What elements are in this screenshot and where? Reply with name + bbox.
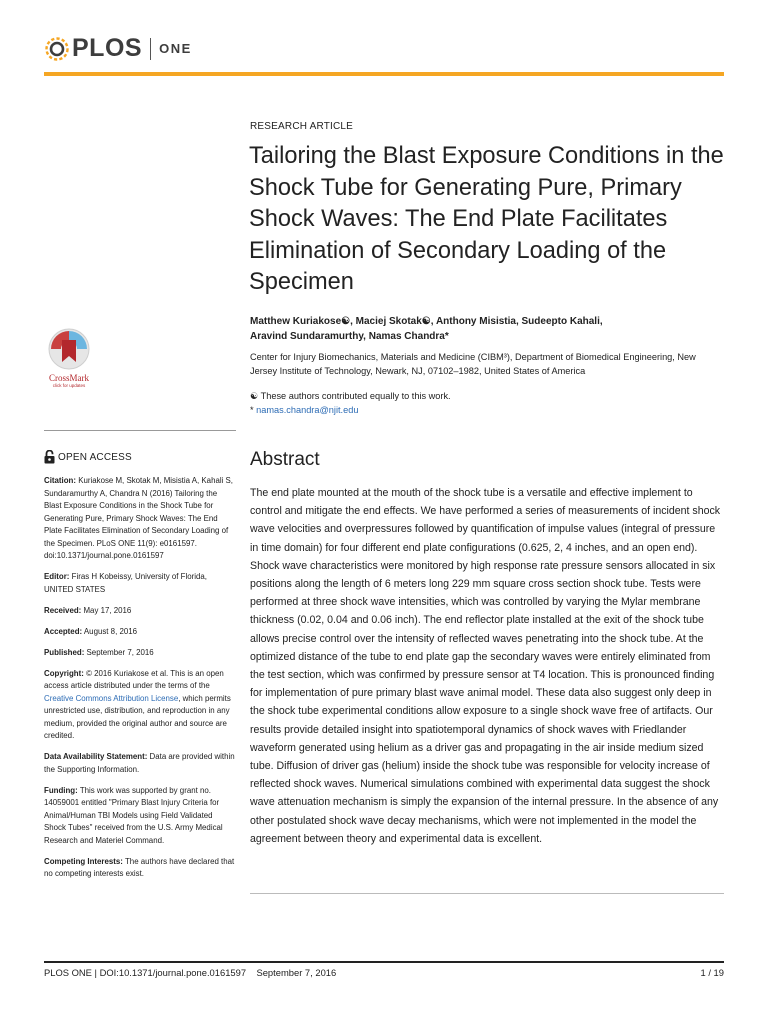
citation-block: Citation: Kuriakose M, Skotak M, Misistia A, Kahali S, Sundaramurthy A, Chandra N (2016) Tailoring the Blast Exposure Conditions in the Shock Tube for Generating Pure, Primary Shock Waves: The End Plate Facilitates Elimination of Secondary Loading of the Specimen. PLoS ONE 11(9): e0161597. doi:10.1371/journal.pone.0161597 bbox=[44, 476, 234, 560]
editor-block: Editor: Firas H Kobeissy, University of Florida, UNITED STATES bbox=[44, 572, 207, 594]
footer-citation: PLOS ONE | DOI:10.1371/journal.pone.0161597 September 7, 2016 bbox=[44, 967, 337, 978]
footer-rule bbox=[44, 961, 724, 963]
logo-divider bbox=[150, 38, 151, 60]
open-lock-icon bbox=[44, 450, 55, 464]
corresponding-email bbox=[250, 404, 358, 417]
data-availability-block: Data Availability Statement: Data are provided within the Supporting Information. bbox=[44, 752, 235, 774]
copyright-block: Copyright: © 2016 Kuriakose et al. This is an open access article distributed under the terms of the Creative Commons Attribution License, which permits unrestricted use, distribution, and reproduction in any medium, provided the original author and source are credited. bbox=[44, 668, 231, 740]
journal-suffix: ONE bbox=[159, 41, 192, 56]
accepted-block: Accepted: August 8, 2016 bbox=[44, 626, 138, 636]
competing-interests-block: Competing Interests: The authors have declared that no competing interests exist. bbox=[44, 856, 235, 878]
corresponding-mark: * bbox=[250, 405, 254, 415]
author-line: Aravind Sundaramurthy, Namas Chandra* bbox=[250, 331, 449, 342]
crossmark-icon bbox=[47, 327, 91, 371]
page-number: 1 / 19 bbox=[700, 967, 724, 978]
sidebar-rule bbox=[44, 430, 236, 431]
author-list bbox=[250, 314, 720, 344]
crossmark-sub: click for updates bbox=[52, 383, 86, 388]
affiliation: Center for Injury Biomechanics, Materials and Medicine (CIBM³), Department of Biomedical Engineering, New Jersey Institute of Technology, Newark, NJ, 07102–1982, United States of America bbox=[250, 352, 696, 376]
abstract-text: The end plate mounted at the mouth of the shock tube is a versatile and effective implement to control and mitigate the end effects. We have performed a series of measurements of incident shock wave velocities and overpressures followed by quantification of impulse values (integral of pressure in time domain) for four different end plate configurations (0.625, 2, 4 inches, and an open end). Shock wave characteristics were monitored by high response rate pressure sensors allocated in six positions along the length of 6 meters long 229 mm square cross section shock tube. Tests were performed at three shock wave intensities, which was controlled by varying the Mylar membrane thickness (0.02, 0.04 and 0.06 inch). The end reflector plate installed at the exit of the shock tube allows precise control over the intensity of reflected waves penetrating into the shock tube. At the optimized distance of the tube to end plate gap the secondary waves were entirely eliminated from the test section, which was confirmed by pressure sensor at T4 location. This is pronounced finding for implementation of pure primary blast wave animal model. These data also suggest only deep in the shock tube experimental conditions allow exposure to a single shock wave free of artifacts. Our results provide detailed insight into spatiotemporal dynamics of shock waves with Friedlander waveform generated using helium as a driver gas and propagating in the air inside medium sized tube. Diffusion of driver gas (helium) inside the shock tube was responsible for velocity increase of reflected shock waves. Numerical simulations combined with experimental data suggest the shock wave attenuation mechanism is simply the expansion of the internal pressure. In the absence of any other postulated shock wave decay mechanisms, which were not implemented in the model the agreement between theory and experimental data is excellent. bbox=[250, 487, 721, 845]
published-block: Published: September 7, 2016 bbox=[44, 647, 154, 657]
license-link[interactable]: Creative Commons Attribution License bbox=[44, 693, 179, 703]
funding-block: Funding: This work was supported by grant no. 14059001 entitled "Primary Blast Injury Criteria for Animal/Human TBI Models using Field Validated Shock Tubes" received from the U.S. Army Medical Research and Materiel Command. bbox=[44, 785, 223, 845]
equal-contribution-note: ☯ These authors contributed equally to this work. bbox=[250, 391, 451, 401]
crossmark-badge[interactable] bbox=[44, 327, 94, 388]
article-info-sidebar bbox=[44, 475, 236, 889]
crossmark-label: CrossMark bbox=[49, 373, 89, 383]
header-rule bbox=[44, 72, 724, 76]
received-block: Received: May 17, 2016 bbox=[44, 605, 132, 615]
journal-logo bbox=[44, 34, 192, 63]
open-access-label bbox=[44, 450, 132, 464]
author-line: Matthew Kuriakose☯, Maciej Skotak☯, Anthony Misistia, Sudeepto Kahali, bbox=[250, 316, 603, 327]
article-title: Tailoring the Blast Exposure Conditions in the Shock Tube for Generating Pure, Primary Shock Waves: The End Plate Facilitates Elimination of Secondary Loading of the Specimen bbox=[249, 143, 724, 295]
open-access-text: OPEN ACCESS bbox=[58, 451, 132, 463]
abstract-rule bbox=[250, 893, 724, 894]
logo-text: PLOS bbox=[72, 34, 143, 62]
email-link[interactable]: namas.chandra@njit.edu bbox=[256, 405, 359, 415]
plos-logo-icon bbox=[44, 36, 70, 62]
abstract-heading: Abstract bbox=[250, 449, 320, 470]
article-type: RESEARCH ARTICLE bbox=[250, 121, 354, 132]
